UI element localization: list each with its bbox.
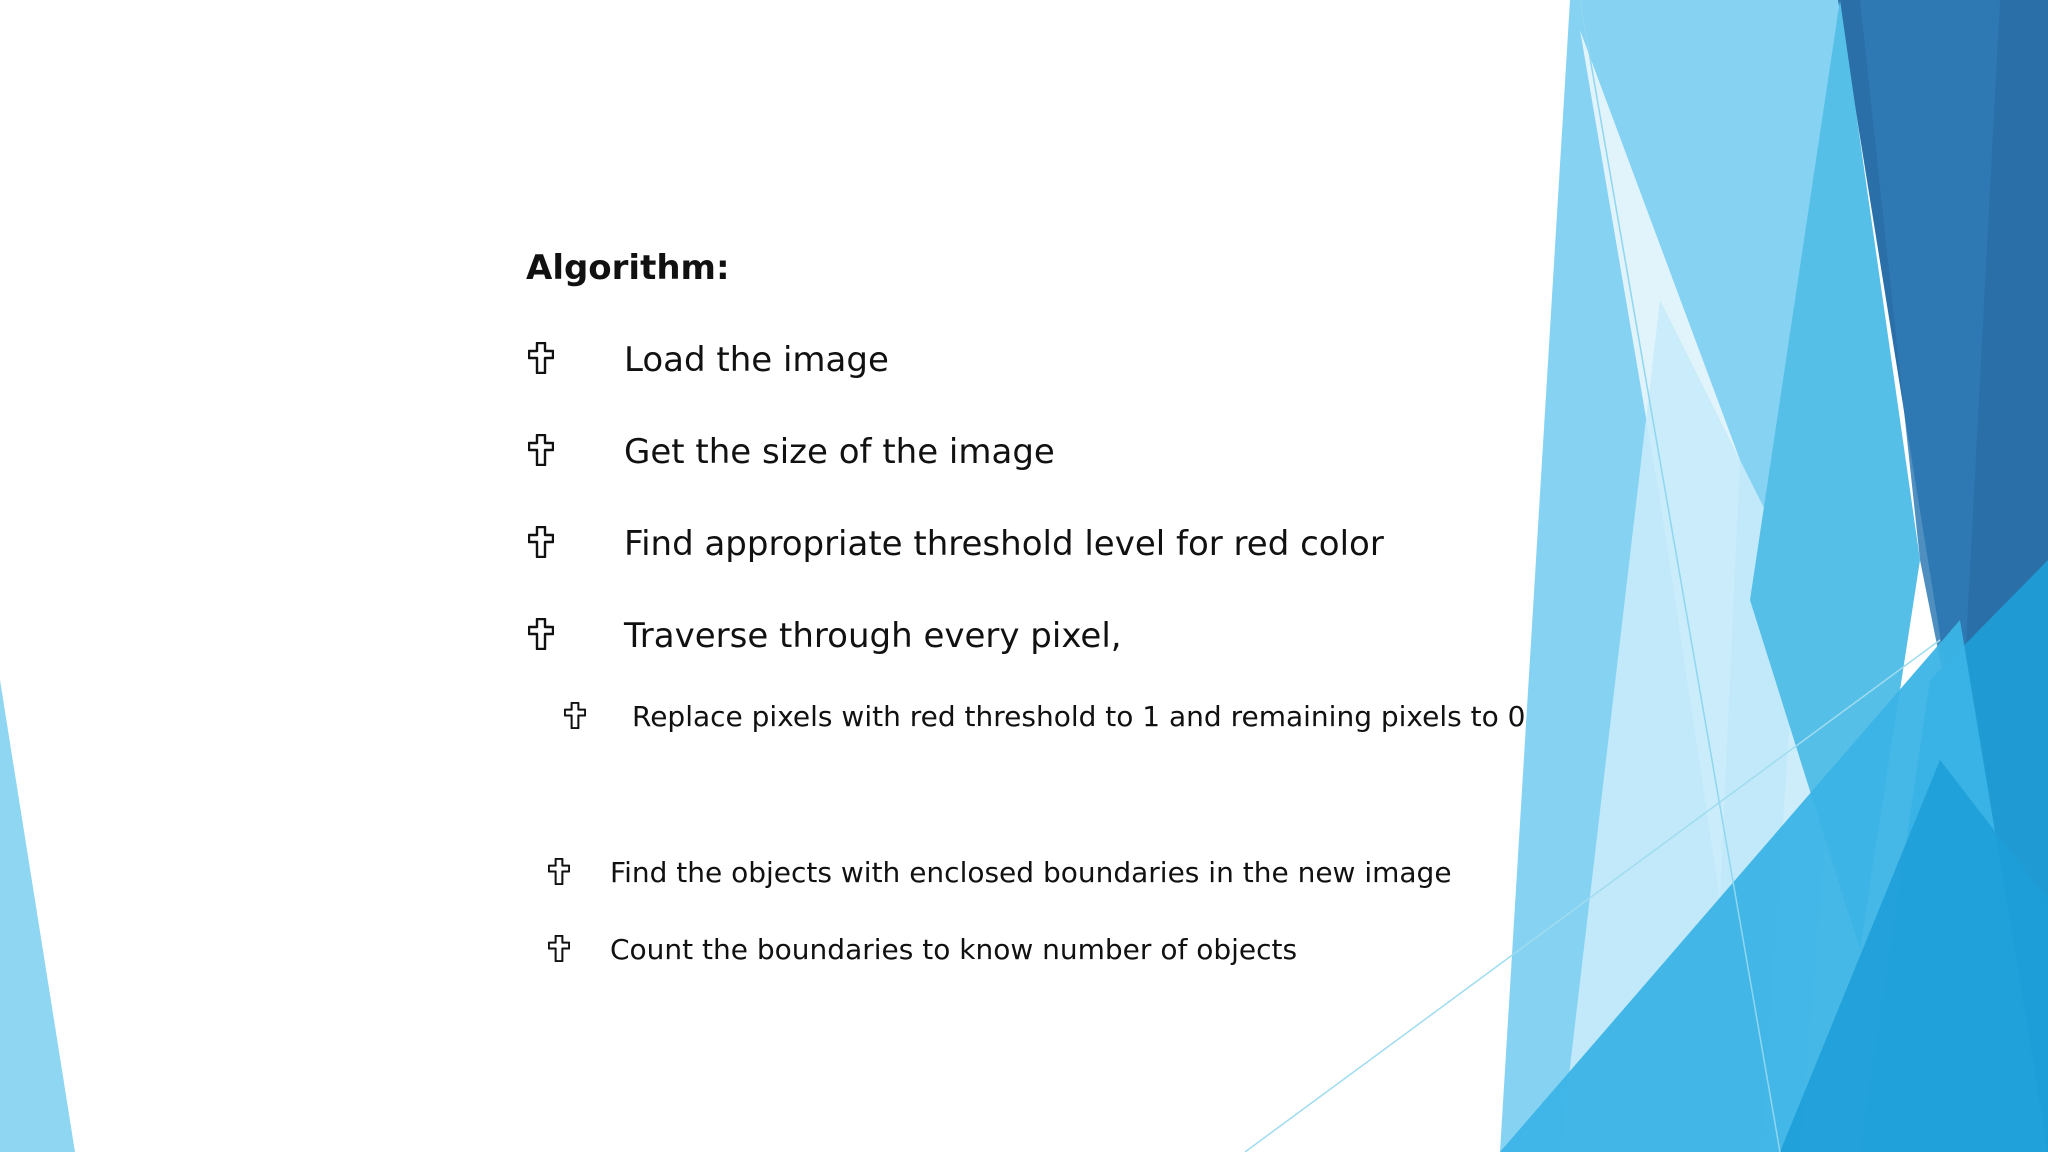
cross-icon bbox=[548, 935, 570, 962]
cross-icon bbox=[528, 434, 554, 466]
cross-icon bbox=[528, 342, 554, 374]
list-item-text: Get the size of the image bbox=[624, 432, 1055, 472]
list-item-text: Find appropriate threshold level for red color bbox=[624, 524, 1384, 564]
list-item-text: Replace pixels with red threshold to 1 and remaining pixels to 0 bbox=[632, 700, 1526, 733]
cross-icon bbox=[528, 526, 554, 558]
list-item-text: Count the boundaries to know number of objects bbox=[610, 933, 1298, 966]
list-item-text: Find the objects with enclosed boundaries in the new image bbox=[610, 856, 1452, 889]
cross-icon bbox=[564, 702, 586, 729]
shape-left-sliver bbox=[0, 680, 75, 1152]
slide-title: Algorithm: bbox=[526, 248, 730, 288]
list-item-text: Load the image bbox=[624, 340, 889, 380]
cross-icon bbox=[548, 858, 570, 885]
cross-icon bbox=[528, 618, 554, 650]
list-item-text: Traverse through every pixel, bbox=[624, 616, 1122, 656]
